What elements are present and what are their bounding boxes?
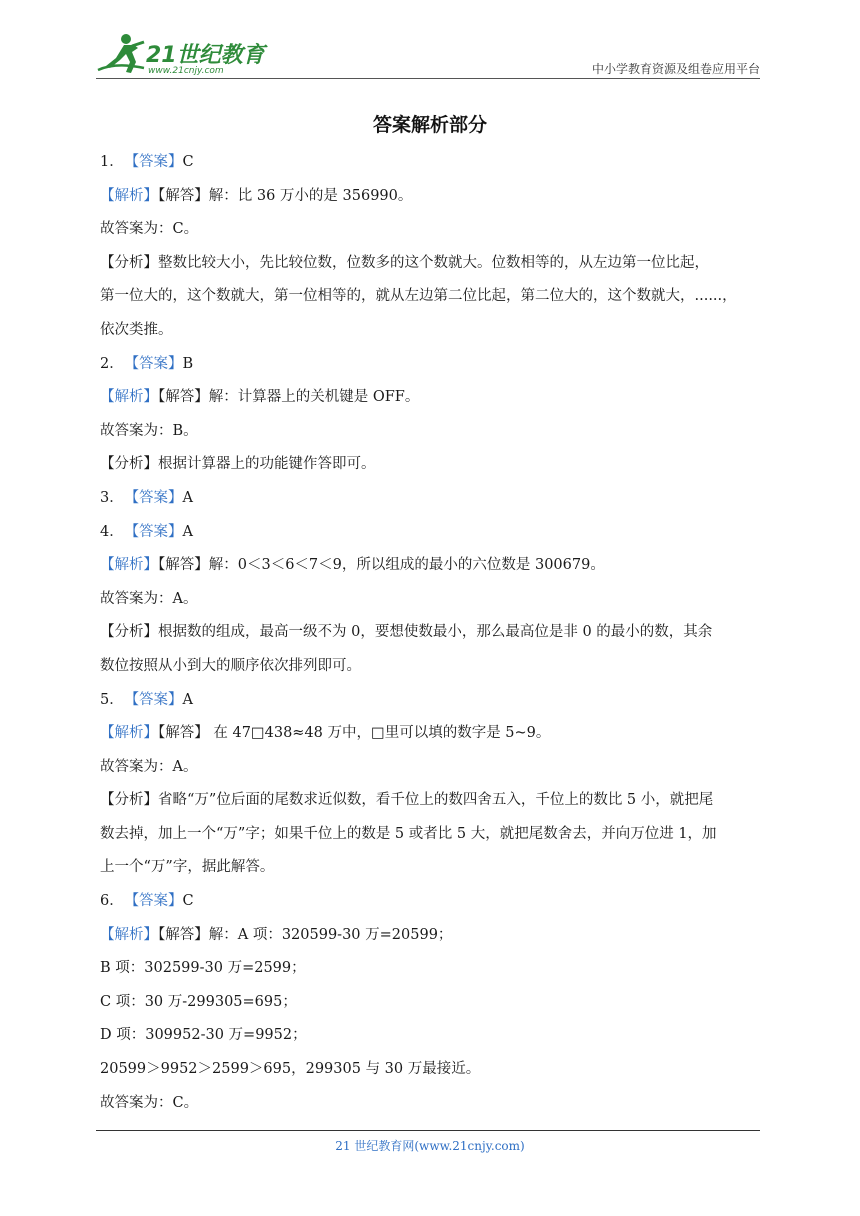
text-line [100,818,764,852]
text-line [100,314,764,348]
analysis-line [100,919,764,953]
line-text: 【解答】解：0＜3＜6＜7＜9，所以组成的最小的六位数是 300679。 [158,557,605,574]
line-text: C [182,154,194,170]
line-text: C [182,893,194,910]
line-text: 【解答】解：A 项：320599-30 万=20599； [158,926,453,943]
text-line [100,280,764,314]
text-line [100,583,764,617]
text-line [100,616,764,650]
text-line [100,751,764,785]
answer-line [100,146,764,180]
text-line [100,247,764,281]
line-text: 上一个“万”字，据此解答。 [100,859,275,876]
text-line [100,1053,764,1087]
footer-divider [96,1130,760,1131]
answer-line [100,482,764,516]
answer-tag: 【答案】 [131,691,183,708]
line-text: 数去掉，加上一个“万”字；如果千位上的数是 5 或者比 5 大，就把尾数舍去，并向万位进 1，加 [100,825,717,842]
answer-tag: 【答案】 [131,893,183,910]
question-number: 6． [100,893,124,910]
text-line [100,1087,764,1121]
line-text: 故答案为：A。 [100,758,198,775]
logo-url: www.21cnjy.com [148,66,224,76]
line-text: 【分析】根据数的组成，最高一级不为 0，要想使数最小，那么最高位是非 0 的最小的数，其余 [100,624,713,641]
header-divider [96,78,760,79]
text-line [100,851,764,885]
header-tagline: 中小学教育资源及组卷应用平台 [591,62,760,76]
footer-link[interactable]: 21 世纪教育网(www.21cnjy.com) [335,1139,525,1153]
text-line [100,1019,764,1053]
text-line [100,650,764,684]
question-number: 3． [100,489,124,506]
analysis-tag: 【解析】 [100,187,158,204]
analysis-tag: 【解析】 [100,725,158,742]
line-text: 第一位大的，这个数就大，第一位相等的，就从左边第二位比起，第二位大的，这个数就大，......， [100,288,737,305]
analysis-tag: 【解析】 [100,389,158,406]
line-text: 数位按照从小到大的顺序依次排列即可。 [100,657,361,674]
text-line [100,213,764,247]
line-text: 【解答】解：比 36 万小的是 356990。 [158,187,413,204]
analysis-tag: 【解析】 [100,557,158,574]
line-text: B [182,355,194,372]
analysis-line [100,180,764,214]
runner-logo-icon [96,32,148,76]
line-text: 【解答】解：计算器上的关机键是 OFF。 [158,389,420,406]
line-text: 【解答】 在 47□438≈48 万中，□里可以填的数字是 5~9。 [158,725,551,742]
analysis-tag: 【解析】 [100,926,158,943]
analysis-line [100,549,764,583]
line-text: 故答案为：B。 [100,422,198,439]
line-text: 故答案为：A。 [100,590,198,607]
question-number: 1． [100,154,124,170]
line-text: B 项：302599-30 万=2599； [100,960,306,977]
page-title: 答案解析部分 [372,114,487,136]
line-text: A [182,691,193,708]
line-text: 【分析】省略“万”位后面的尾数求近似数，看千位上的数四舍五入，千位上的数比 5 小，就把尾 [100,792,714,809]
logo-text: 21世纪教育 [146,43,265,68]
answer-line [100,516,764,550]
line-text: D 项：309952-30 万=9952； [100,1027,307,1044]
line-text: 故答案为：C。 [100,1094,199,1111]
text-line [100,952,764,986]
answer-line [100,348,764,382]
text-line [100,448,764,482]
line-text: A [182,489,193,506]
answer-line [100,885,764,919]
text-line [100,784,764,818]
answer-tag: 【答案】 [131,523,183,540]
line-text: A [182,523,193,540]
line-text: 【分析】根据计算器上的功能键作答即可。 [100,456,376,473]
answer-content [100,146,764,1120]
answer-tag: 【答案】 [131,355,183,372]
line-text: 故答案为：C。 [100,221,199,238]
line-text: 【分析】整数比较大小，先比较位数，位数多的这个数就大。位数相等的，从左边第一位比起， [100,254,709,271]
question-number: 2． [100,355,124,372]
line-text: 20599＞9952＞2599＞695，299305 与 30 万最接近。 [100,1061,481,1078]
text-line [100,415,764,449]
line-text: 依次类推。 [100,321,173,338]
question-number: 4． [100,523,124,540]
page-header [96,28,760,78]
analysis-line [100,717,764,751]
line-text: C 项：30 万-299305=695； [100,993,297,1010]
answer-line [100,684,764,718]
text-line [100,986,764,1020]
answer-tag: 【答案】 [131,154,183,170]
analysis-line [100,381,764,415]
site-logo[interactable] [96,32,266,76]
answer-tag: 【答案】 [131,489,183,506]
question-number: 5． [100,691,124,708]
